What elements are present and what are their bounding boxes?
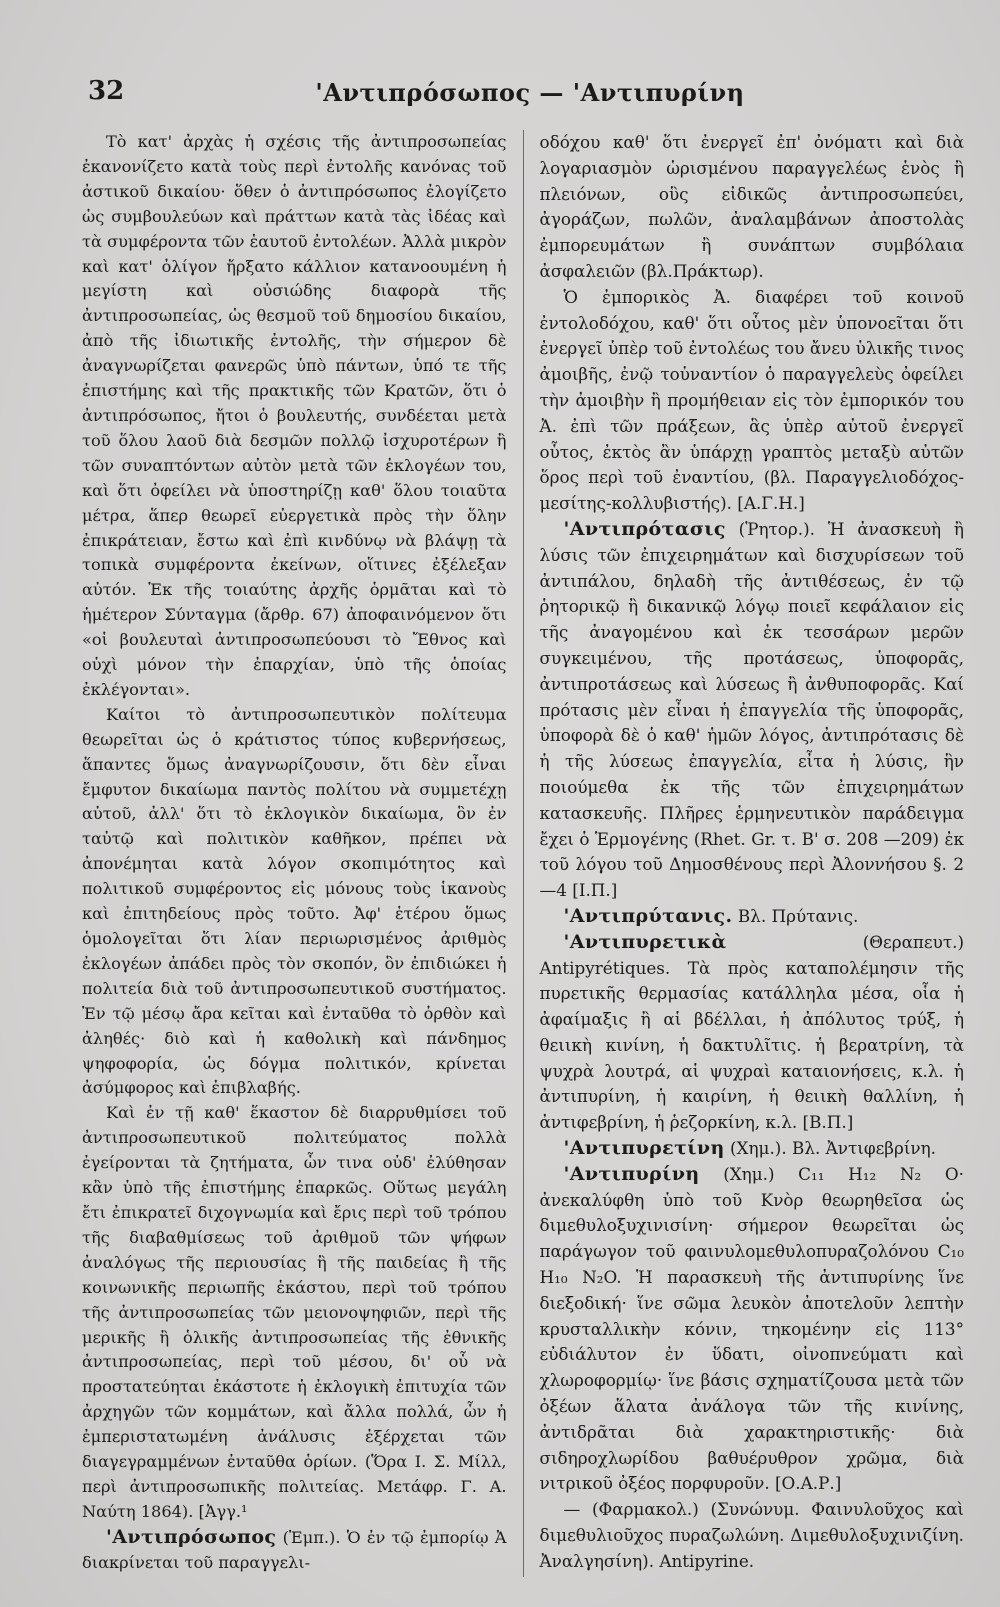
- entry-text: (Ἐμπ.). Ὁ ἐν τῷ ἐμπορίῳ Ἀ διακρίνεται τοῦ παραγγελι-: [82, 1527, 507, 1572]
- entry-text: (Χημ.). Βλ. Ἀντιφεβρίνη.: [724, 1138, 937, 1159]
- headword: 'Αντιπυρετίνη: [563, 1137, 725, 1160]
- entry-antiprytanis: [540, 904, 965, 930]
- entry-antiprotasis: [540, 517, 965, 904]
- headword: 'Αντιπρύτανις.: [563, 904, 733, 927]
- right-column: [523, 130, 965, 1577]
- paragraph: Τὸ κατ' ἀρχὰς ἡ σχέσις τῆς ἀντιπροσωπείας ἐκανονίζετο κατὰ τοὺς περὶ ἐντολῆς κανόνας τοῦ ἀστικοῦ δικαίου· ὅθεν ὁ ἀντιπρόσωπος ἐλογίζετο ὡς συμβουλεύων καὶ πράττων κατὰ τὰς ἰδέας καὶ τὰ συμφέροντα τῶν ἑαυτοῦ ἐντολέων. Ἀλλὰ μικρὸν καὶ κατ' ὀλίγον ἤρξατο κάλλιον κατανοουμένη ἡ μεγίστη καὶ οὐσιώδης διαφορὰ τῆς ἀντιπροσωπείας, ὡς θεσμοῦ τοῦ δημοσίου δικαίου, ἀπὸ τῆς ἰδιωτικῆς ἐντολῆς, τὴν σήμερον δὲ ἀναγνωρίζεται φανερῶς ὑπὸ πάντων, ὑπό τε τῆς ἐπιστήμης καὶ τῆς πρακτικῆς τῶν Κρατῶν, ὅτι ὁ ἀντιπρόσωπος, ἤτοι ὁ βουλευτής, συνδέεται μετὰ τοῦ ὅλου λαοῦ διὰ δεσμῶν πολλῷ ἰσχυροτέρων ἢ τῶν συναπτόντων αὐτὸν μετὰ τῶν ἐκλογέων του, καὶ ὅτι ὀφείλει νὰ ὑποστηρίζῃ καθ' ὅλου τοιαῦτα μέτρα, ἅπερ θεωρεῖ εὐεργετικὰ πρὸς τὴν ὅλην ἐπικράτειαν, ἔστω καὶ ἐπὶ κινδύνῳ νὰ βλάψῃ τὰ τοπικὰ συμφέροντα ἐκείνων, οἵτινες ἐξέλεξαν αὐτόν. Ἐκ τῆς τοιαύτης ἀρχῆς ὁρμᾶται καὶ τὸ ἡμέτερον Σύνταγμα (ἄρθρ. 67) ἀποφαινόμενον ὅτι «οἱ βουλευταὶ ἀντιπροσωπεύουσι τὸ Ἔθνος καὶ οὐχὶ μόνον τὴν ἐπαρχίαν, ὑπὸ τῆς ὁποίας ἐκλέγονται».: [82, 132, 507, 699]
- entry-antiprosopos-commercial: [82, 1525, 507, 1576]
- entry-text: (Θεραπευτ.) Antipyrétiques. Τὰ πρὸς καταπολέμησιν τῆς πυρετικῆς θερμασίας κατάλληλα μέσα, οἷα ἡ ἀφαίμαξις ἢ αἱ βδέλλαι, ἡ ἀπόλυτος τρύξ, ἡ θειικὴ κινίνη, ἡ δακτυλῖτις. ἡ βερατρίνη, τὰ ψυχρὰ λουτρά, αἱ ψυχραὶ καταιονήσεις, κ.λ. ἡ ἀντιπυρίνη, ἡ καιρίνη, ἡ θειικὴ θαλλίνη, ἡ ἀντιφεβρίνη, ἡ ῥεζορκίνη, κ.λ. [Β.Π.]: [539, 931, 964, 1133]
- headword: 'Αντιπρόσωπος: [106, 1525, 277, 1548]
- paragraph: — (Φαρμακολ.) (Συνώνυμ. Φαινυλοῦχος καὶ διμεθυλιοῦχος πυραζωλώνη. Διμεθυλοξυχινιζίνη. Ἀναλγησίνη). Antipyrine.: [539, 1499, 964, 1571]
- headword: 'Αντιπυρίνη: [563, 1162, 700, 1185]
- paragraph: Καὶ ἐν τῇ καθ' ἕκαστον δὲ διαρρυθμίσει τοῦ ἀντιπροσωπευτικοῦ πολιτεύματος πολλὰ ἐγείρονται τὰ ζητήματα, ὧν τινα οὐδ' ἐλύθησαν κἂν ὑπὸ τῆς ἐπιστήμης ἐπαρκῶς. Οὕτως μεγάλη ἔτι ἐπικρατεῖ διχογνωμία καὶ ἔρις περὶ τοῦ τρόπου τῆς διαβαθμίσεως τοῦ ἀριθμοῦ τῶν ψήφων ἀναλόγως τῆς περιουσίας ἢ τῆς παιδείας ἢ τῆς κοινωνικῆς περιωπῆς ἑκάστου, περὶ τοῦ τρόπου τῆς ἀντιπροσωπείας τῶν μειονοψηφιῶν, περὶ τῆς μερικῆς ἢ ὁλικῆς ἀντιπροσωπείας τῆς ἐθνικῆς ἀντιπροσωπείας, περὶ τοῦ μέσου, δι' οὗ νὰ προστατεύηται ἑκάστοτε ἡ ἐκλογικὴ ἐπιτυχία τῶν ἀρχηγῶν τῶν κομμάτων, καὶ ἄλλα πολλά, ὧν ἡ ἐμπεριστατωμένη ἀνάλυσις ἐξέρχεται τῶν διαγεγραμμένων ἐνταῦθα ὁρίων. (Ὅρα Ι. Σ. Μίλλ, περὶ ἀντιπροσωπικῆς πολιτείας. Μετάφρ. Γ. Α. Ναύτη 1864). [Ἀγγ.¹: [82, 1103, 507, 1521]
- paragraph: Ὁ ἐμπορικὸς Ἀ. διαφέρει τοῦ κοινοῦ ἐντολοδόχου, καθ' ὅτι οὗτος μὲν ὑπονοεῖται ὅτι ἐνεργεῖ ὑπὲρ τοῦ ἐντολέως του ἄνευ ὑλικῆς τινος ἀμοιβῆς, ἐνῷ τοὐναντίον ὁ παραγγελεὺς ὀφείλει τὴν ἀμοιβὴν ἢ προμήθειαν εἰς τὸν ἐμπορικόν του Ἀ. ἐπὶ τῶν πράξεων, ἃς ὑπὲρ αὐτοῦ ἐνεργεῖ οὗτος, ἐκτὸς ἂν ὑπάρχῃ γραπτὸς μεταξὺ αὐτῶν ὅρος περὶ τοῦ ἐναντίου, (βλ. Παραγγελιοδόχος-μεσίτης-κολλυβιστής). [Α.Γ.Η.]: [539, 286, 964, 514]
- entry-antipyretini: [540, 1136, 965, 1162]
- text-columns: [82, 130, 964, 1577]
- entry-antipyrini: [540, 1162, 965, 1497]
- entry-text: (Ῥητορ.). Ἡ ἀνασκευὴ ἢ λύσις τῶν ἐπιχειρημάτων καὶ δισχυρίσεων τοῦ ἀντιπάλου, δηλαδὴ τῆς ἀντιθέσεως, ἐν τῷ ῥητορικῷ ἢ δικανικῷ λόγῳ ποιεῖ κεφάλαιον εἰς τῆς ἀναγομένου καὶ ἐκ τεσσάρων μερῶν συγκειμένου, τῆς προτάσεως, ὑποφορᾶς, ἀντιπροτάσεως καὶ λύσεως ἢ ἀνθυποφορᾶς. Καί πρότασις μὲν εἶναι ἡ ἐπαγγελία τῆς ὑποφορᾶς, ὑποφορὰ δὲ ὁ καθ' ἡμῶν λόγος, ἀντιπρότασις δὲ ἡ τῆς λύσεως ἐπαγγελία, εἶτα ἡ λύσις, ἣν ποιούμεθα ἐκ τῆς τῶν ἐπιχειρημάτων κατασκευῆς. Πλῆρες ἑρμηνευτικὸν παράδειγμα ἔχει ὁ Ἑρμογένης (Rhet. Gr. τ. Β' σ. 208 —209) ἐκ τοῦ λόγου τοῦ Δημοσθένους περὶ Ἀλοννήσου §. 2—4 [Ι.Π.]: [539, 518, 964, 901]
- page-number: 32: [88, 76, 125, 106]
- entry-text: (Χημ.) C₁₁ H₁₂ N₂ O· ἀνεκαλύφθη ὑπὸ τοῦ Κνὸρ θεωρηθεῖσα ὡς διμεθυλοξυχινισίνη· σήμερον θεωρεῖται ὡς παράγωγον τοῦ φαινυλομεθυλοπυραζολόνου C₁₀ H₁₀ N₂O. Ἡ παρασκευὴ τῆς ἀντιπυρίνης ἵνε διεξοδική· ἵνε σῶμα λευκὸν ἀποτελοῦν λεπτὴν κρυσταλλικὴν κόνιν, τηκομένην εἰς 113° εὐδιάλυτον ἐν ὕδατι, οἰνοπνεύματι καὶ χλωροφορμίῳ· ἵνε βάσις σχηματίζουσα μετὰ τῶν ὀξέων ἅλατα ἀνάλογα τῶν τῆς κινίνης, ἀντιδρᾶται διὰ χαρακτηριστικῆς· διὰ σιδηροχλωρίδου βαθυέρυθρον χρῶμα, διὰ νιτρικοῦ ὀξέος πορφυροῦν. [Ο.Α.Ρ.]: [539, 1163, 964, 1494]
- headword: 'Αντιπυρετικὰ: [563, 930, 727, 953]
- left-column: [82, 130, 523, 1577]
- paragraph: Καίτοι τὸ ἀντιπροσωπευτικὸν πολίτευμα θεωρεῖται ὡς ὁ κράτιστος τύπος κυβερνήσεως, ἅπαντες ὅμως ἀναγνωρίζουσιν, ὅτι δὲν εἶναι ἔμφυτον δικαίωμα παντὸς πολίτου νὰ συμμετέχῃ αὐτοῦ, ἀλλ' ὅτι τὸ ἐκλογικὸν δικαίωμα, ὃν ἐν ταὐτῷ καὶ πολιτικὸν καθῆκον, πρέπει νὰ ἀπονέμηται κατὰ λόγον σκοπιμότητος καὶ πολιτικοῦ συμφέροντος εἰς μόνους τοὺς ἱκανοὺς καὶ ἐπιτηδείους πρὸς τοῦτο. Ἀφ' ἑτέρου ὅμως ὁμολογεῖται ὅτι λίαν περιωρισμένος ἀριθμὸς ἐκλογέων ἀπάδει πρὸς τὸν σκοπόν, ὃν ἐπιδιώκει ἡ πολιτεία διὰ τοῦ ἀντιπροσωπευτικοῦ συστήματος. Ἐν τῷ μέσῳ ἄρα κεῖται καὶ ἐνταῦθα τὸ ὀρθὸν καὶ ἀληθές· διὸ καὶ ἡ καθολικὴ καὶ πάνδημος ψηφοφορία, ὡς δόγμα πολιτικόν, κρίνεται ἀσύμφορος καὶ ἐπιβλαβής.: [82, 704, 507, 1098]
- headword: 'Αντιπρότασις: [563, 517, 726, 540]
- entry-text: Βλ. Πρύτανις.: [732, 905, 859, 926]
- running-head: 'Αντιπρόσωπος — 'Αντιπυρίνη: [315, 78, 745, 107]
- continued-paragraph: οδόχου καθ' ὅτι ἐνεργεῖ ἐπ' ὀνόματι καὶ διὰ λογαριασμὸν ὡρισμένου παραγγελέως ἑνὸς ἢ πλειόνων, οὓς εἰδικῶς ἀντιπροσωπεύει, ἀγοράζων, πωλῶν, ἀναλαμβάνων ἀποστολὰς ἐμπορευμάτων ἢ συνάπτων συμβόλαια ἀσφαλειῶν (βλ.Πράκτωρ).: [539, 132, 964, 281]
- entry-antipyretika: [540, 930, 965, 1136]
